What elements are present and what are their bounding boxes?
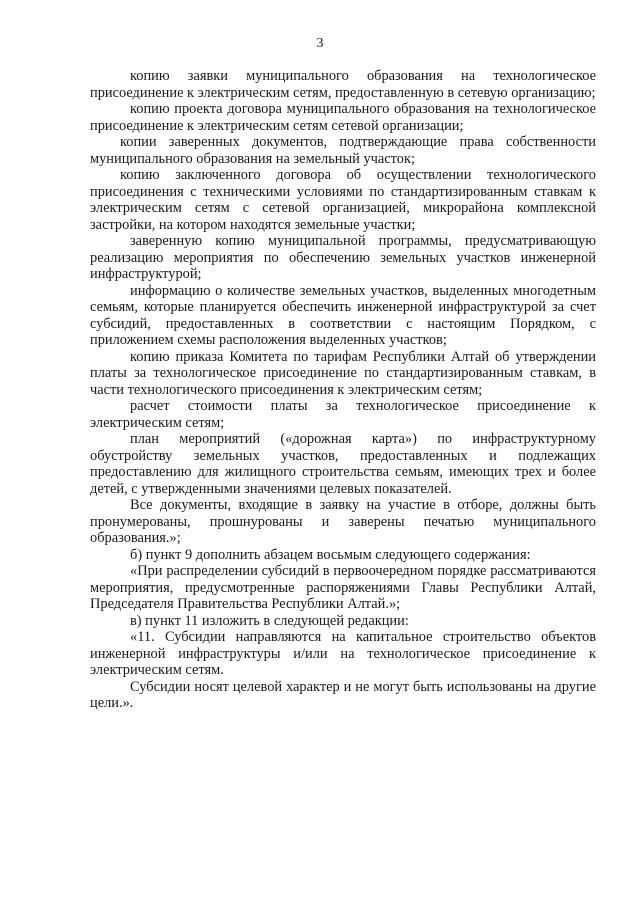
paragraph: заверенную копию муниципальной программы, предусматривающую реализацию мероприятия по обеспечению земельных участков инженерной инфраструктурой; — [90, 233, 596, 282]
paragraph: копию приказа Комитета по тарифам Республики Алтай об утверждении платы за технологическое присоединение по стандартизированным ставкам, в части технологического присоединения к электрическим сетям; — [90, 348, 596, 398]
paragraph: Все документы, входящие в заявку на участие в отборе, должны быть пронумерованы, прошнурованы и заверены печатью муниципального образования.»; — [90, 497, 596, 546]
paragraph: «11. Субсидии направляются на капитальное строительство объектов инженерной инфраструктуры и/или на технологическое присоединение к электрическим сетям. — [90, 629, 596, 678]
paragraph: копию заключенного договора об осуществлении технологического присоединения с техническими условиями по стандартизированным ставкам к электрическим сетям с сетевой организацией, микрорайона комплексной застройки, на котором находятся земельные участки; — [90, 167, 596, 233]
paragraph: расчет стоимости платы за технологическое присоединение к электрическим сетям; — [90, 398, 596, 431]
page-number: 3 — [316, 36, 324, 51]
paragraph: б) пункт 9 дополнить абзацем восьмым следующего содержания: — [130, 546, 531, 563]
paragraph: копию заявки муниципального образования на технологическое присоединение к электрическим сетям, предоставленную в сетевую организацию; — [90, 68, 596, 101]
paragraph: «При распределении субсидий в первоочередном порядке рассматриваются мероприятия, предусмотренные распоряжениями Главы Республики Алтай, Председателя Правительства Республики Алтай.»; — [90, 563, 596, 612]
paragraph: план мероприятий («дорожная карта») по инфраструктурному обустройству земельных участков, предоставленных и подлежащих предоставлению для жилищного строительства семьям, имеющих трех и более детей, с утвержденными значениями целевых показателей. — [90, 431, 596, 497]
paragraph: Субсидии носят целевой характер и не могут быть использованы на другие цели.». — [90, 678, 596, 711]
paragraph: копию проекта договора муниципального образования на технологическое присоединение к электрическим сетям сетевой организации; — [90, 101, 596, 134]
paragraph: информацию о количестве земельных участков, выделенных многодетным семьям, которые планируется обеспечить инженерной инфраструктурой за счет субсидий, предоставленных в соответствии с настоящим Порядком, с приложением схемы расположения выделенных участков; — [90, 282, 596, 348]
paragraph: в) пункт 11 изложить в следующей редакции: — [130, 612, 409, 629]
document-body — [90, 68, 596, 712]
paragraph: копии заверенных документов, подтверждающие права собственности муниципального образования на земельный участок; — [90, 134, 596, 167]
